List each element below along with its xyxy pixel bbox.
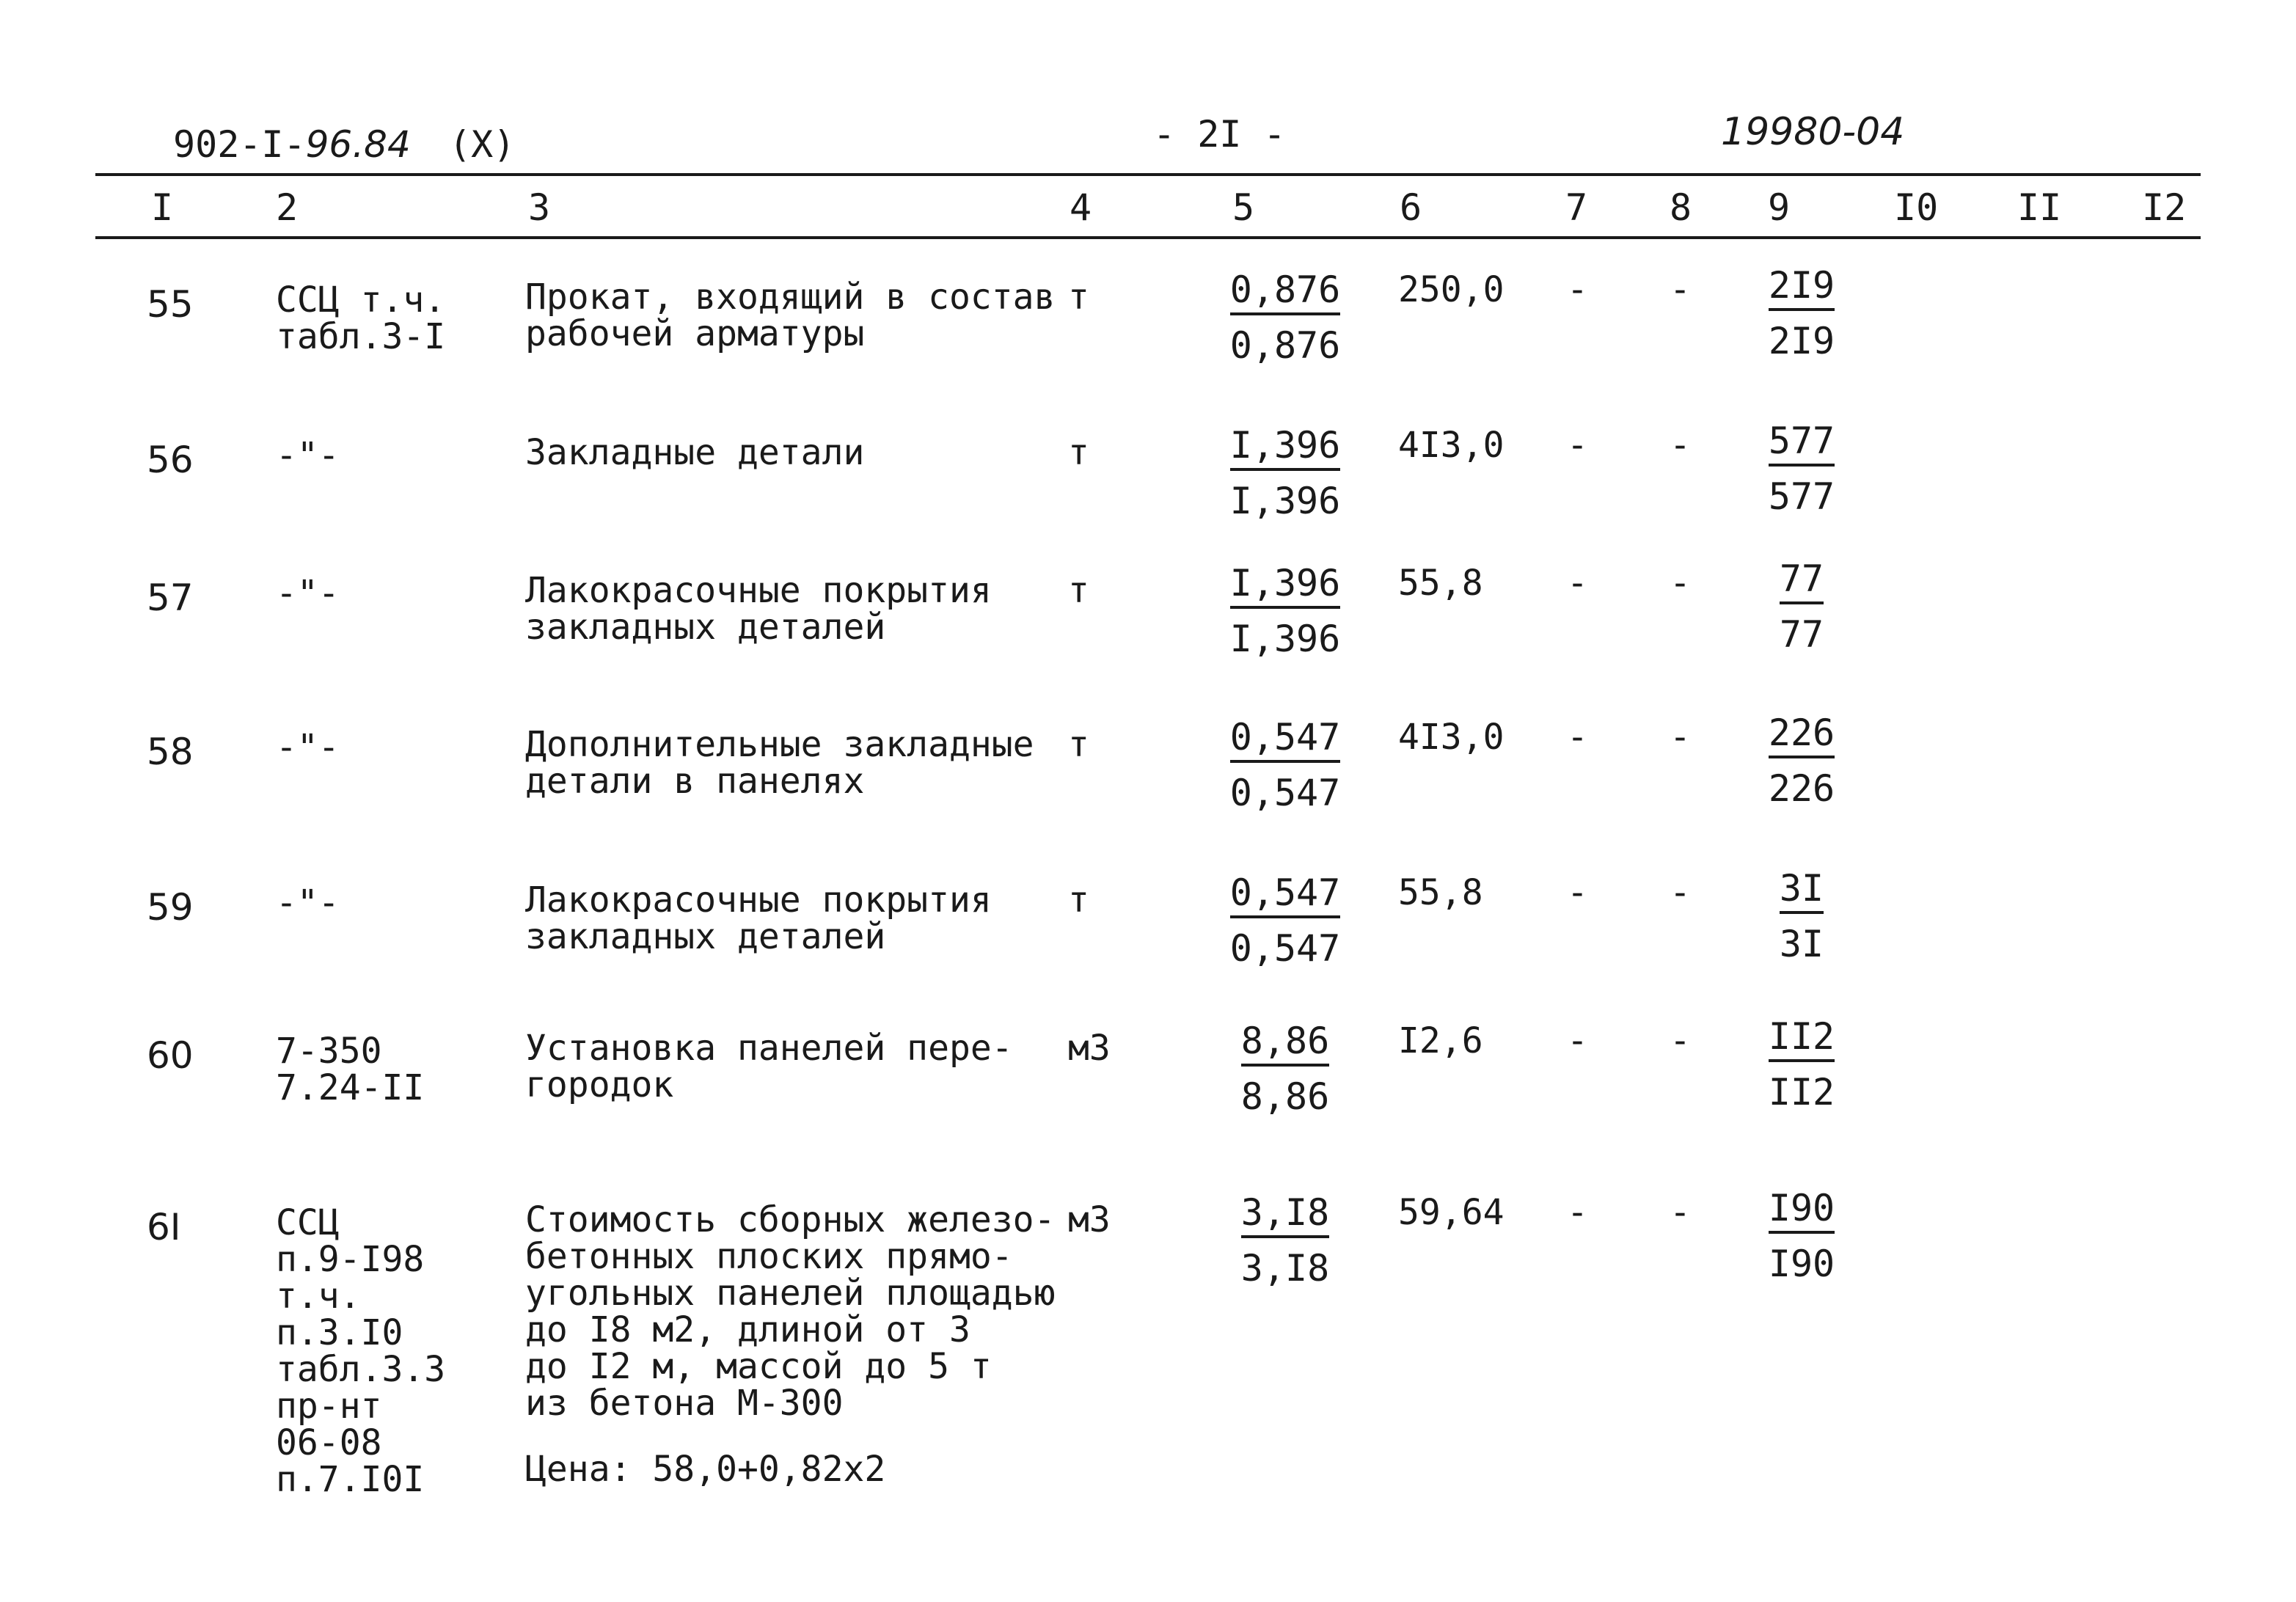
reference-line: -"-	[276, 573, 340, 614]
item-description	[525, 726, 1034, 800]
quantity-fraction	[1226, 1191, 1344, 1290]
page-number: - 2I -	[1153, 113, 1286, 156]
description-line: Лакокрасочные покрытия	[525, 879, 992, 921]
description-line: детали в панелях	[525, 761, 865, 802]
total-numerator: 3I	[1780, 870, 1824, 914]
total-denominator: 577	[1768, 475, 1835, 518]
unit-price: 59,64	[1398, 1192, 1505, 1233]
total-fraction	[1758, 420, 1846, 518]
total-fraction	[1758, 557, 1846, 656]
column-number-10: I0	[1894, 186, 1939, 229]
column-7-value: -	[1567, 425, 1588, 466]
total-fraction	[1758, 1015, 1846, 1113]
description-line: из бетона М-300	[525, 1383, 844, 1424]
unit: м3	[1068, 1199, 1111, 1240]
reference-line: табл.3.3	[276, 1349, 446, 1390]
quantity-numerator: I,396	[1230, 565, 1341, 609]
quantity-fraction	[1226, 871, 1344, 970]
reference-line: 06-08	[276, 1422, 382, 1463]
unit-price: 250,0	[1398, 269, 1505, 310]
quantity-denominator: 0,547	[1229, 927, 1341, 970]
reference-line: 7-350	[276, 1031, 382, 1072]
quantity-fraction	[1226, 562, 1344, 660]
description-line: Закладные детали	[525, 432, 865, 473]
row-number: 6I	[147, 1206, 181, 1248]
doc-code-handwritten: 96.84	[305, 123, 411, 166]
column-number-11: II	[2017, 186, 2062, 229]
quantity-fraction	[1226, 716, 1344, 814]
reference-line: -"-	[276, 435, 340, 476]
total-numerator: I90	[1769, 1190, 1835, 1234]
quantity-numerator: 8,86	[1241, 1023, 1329, 1067]
unit-price: I2,6	[1398, 1020, 1483, 1061]
quantity-numerator: 0,547	[1230, 719, 1341, 763]
description-line: закладных деталей	[525, 607, 886, 648]
total-numerator: 77	[1780, 560, 1824, 604]
quantity-numerator: 3,I8	[1241, 1194, 1329, 1238]
doc-code	[173, 123, 411, 166]
reference-line: табл.3-I	[276, 316, 446, 357]
reference-line: п.9-I98	[276, 1239, 425, 1280]
header-bottom-rule	[95, 236, 2201, 239]
item-description	[525, 279, 1055, 352]
total-denominator: 2I9	[1768, 320, 1835, 362]
total-denominator: 226	[1768, 767, 1835, 810]
description-line: Стоимость сборных железо-	[525, 1199, 1056, 1240]
reference-code	[276, 279, 446, 357]
total-numerator: 577	[1769, 423, 1835, 467]
reference-line: ССЦ т.ч.	[276, 279, 446, 321]
column-8-value: -	[1670, 717, 1691, 758]
column-number-12: I2	[2142, 186, 2187, 229]
description-line: угольных панелей площадью	[525, 1273, 1056, 1314]
quantity-denominator: I,396	[1229, 618, 1341, 660]
reference-code	[276, 882, 340, 923]
description-line: рабочей арматуры	[525, 313, 865, 354]
reference-line: п.7.I0I	[276, 1459, 425, 1500]
column-8-value: -	[1670, 269, 1691, 310]
unit: т	[1068, 724, 1089, 765]
quantity-numerator: 0,876	[1230, 271, 1341, 315]
total-denominator: I90	[1768, 1243, 1835, 1285]
description-line: до I2 м, массой до 5 т	[525, 1346, 992, 1387]
description-line: до I8 м2, длиной от 3	[525, 1309, 970, 1350]
unit: т	[1068, 879, 1089, 921]
row-number: 58	[147, 731, 194, 773]
unit-price: 55,8	[1398, 563, 1483, 604]
column-8-value: -	[1670, 425, 1691, 466]
description-line: городок	[525, 1064, 674, 1105]
item-description	[525, 1199, 1056, 1490]
reference-line: 7.24-II	[276, 1067, 425, 1108]
unit-price: 4I3,0	[1398, 425, 1505, 466]
item-description	[525, 434, 864, 471]
column-number-9: 9	[1768, 186, 1791, 229]
total-fraction	[1758, 867, 1846, 965]
column-number-2: 2	[276, 186, 299, 229]
column-number-6: 6	[1400, 186, 1422, 229]
item-description	[525, 1030, 1013, 1103]
column-7-value: -	[1567, 269, 1588, 310]
column-8-value: -	[1670, 1192, 1691, 1233]
unit: т	[1068, 432, 1089, 473]
total-denominator: 77	[1779, 613, 1824, 656]
quantity-numerator: 0,547	[1230, 874, 1341, 918]
unit: т	[1068, 277, 1089, 318]
column-number-1: I	[151, 186, 174, 229]
column-7-value: -	[1567, 717, 1588, 758]
quantity-denominator: 0,547	[1229, 772, 1341, 814]
unit: т	[1068, 570, 1089, 611]
unit: м3	[1068, 1028, 1111, 1069]
description-line: Установка панелей пере-	[525, 1028, 1013, 1069]
reference-line: -"-	[276, 882, 340, 923]
reference-line: т.ч.	[276, 1276, 361, 1317]
column-number-7: 7	[1565, 186, 1588, 229]
row-number: 55	[147, 283, 194, 326]
total-fraction	[1758, 712, 1846, 810]
price-note: Цена: 58,0+0,82х2	[525, 1449, 886, 1490]
column-number-4: 4	[1070, 186, 1092, 229]
total-numerator: 2I9	[1769, 267, 1835, 311]
column-7-value: -	[1567, 872, 1588, 913]
item-description	[525, 570, 992, 648]
reference-line: -"-	[276, 727, 340, 768]
doc-mark: (X)	[449, 123, 516, 166]
reference-code	[276, 1204, 445, 1498]
column-8-value: -	[1670, 1020, 1691, 1061]
quantity-fraction	[1226, 1020, 1344, 1118]
quantity-fraction	[1226, 268, 1344, 367]
unit-price: 55,8	[1398, 872, 1483, 913]
reference-code	[276, 729, 340, 766]
column-8-value: -	[1670, 563, 1691, 604]
column-number-5: 5	[1232, 186, 1255, 229]
reference-line: пр-нт	[276, 1386, 382, 1427]
archive-number: 19980-04	[1721, 110, 1905, 154]
reference-line: п.3.I0	[276, 1312, 403, 1353]
column-8-value: -	[1670, 872, 1691, 913]
total-fraction	[1758, 1187, 1846, 1285]
row-number: 59	[147, 886, 194, 929]
quantity-denominator: 0,876	[1229, 324, 1341, 367]
total-numerator: II2	[1769, 1018, 1835, 1062]
item-description	[525, 879, 992, 957]
column-7-value: -	[1567, 1020, 1588, 1061]
column-number-8: 8	[1670, 186, 1692, 229]
description-line: закладных деталей	[525, 916, 886, 957]
column-7-value: -	[1567, 563, 1588, 604]
row-number: 57	[147, 577, 194, 619]
reference-line: ССЦ	[276, 1202, 340, 1243]
quantity-fraction	[1226, 424, 1344, 522]
row-number: 60	[147, 1034, 194, 1077]
total-fraction	[1758, 264, 1846, 362]
reference-code	[276, 437, 340, 474]
reference-code	[276, 575, 340, 612]
total-numerator: 226	[1769, 714, 1835, 758]
reference-code	[276, 1033, 424, 1106]
description-line: Лакокрасочные покрытия	[525, 570, 992, 611]
quantity-numerator: I,396	[1230, 427, 1341, 471]
column-number-3: 3	[528, 186, 551, 229]
description-line: Прокат, входящий в состав	[525, 277, 1056, 318]
doc-code-printed: 902-I-	[173, 123, 306, 166]
unit-price: 4I3,0	[1398, 717, 1505, 758]
column-7-value: -	[1567, 1192, 1588, 1233]
quantity-denominator: I,396	[1229, 480, 1341, 522]
description-line: Дополнительные закладные	[525, 724, 1034, 765]
total-denominator: II2	[1768, 1071, 1835, 1113]
total-denominator: 3I	[1779, 923, 1824, 965]
header-top-rule	[95, 173, 2201, 176]
quantity-denominator: 3,I8	[1240, 1247, 1330, 1290]
description-line: бетонных плоских прямо-	[525, 1236, 1013, 1277]
quantity-denominator: 8,86	[1240, 1075, 1330, 1118]
row-number: 56	[147, 439, 194, 481]
